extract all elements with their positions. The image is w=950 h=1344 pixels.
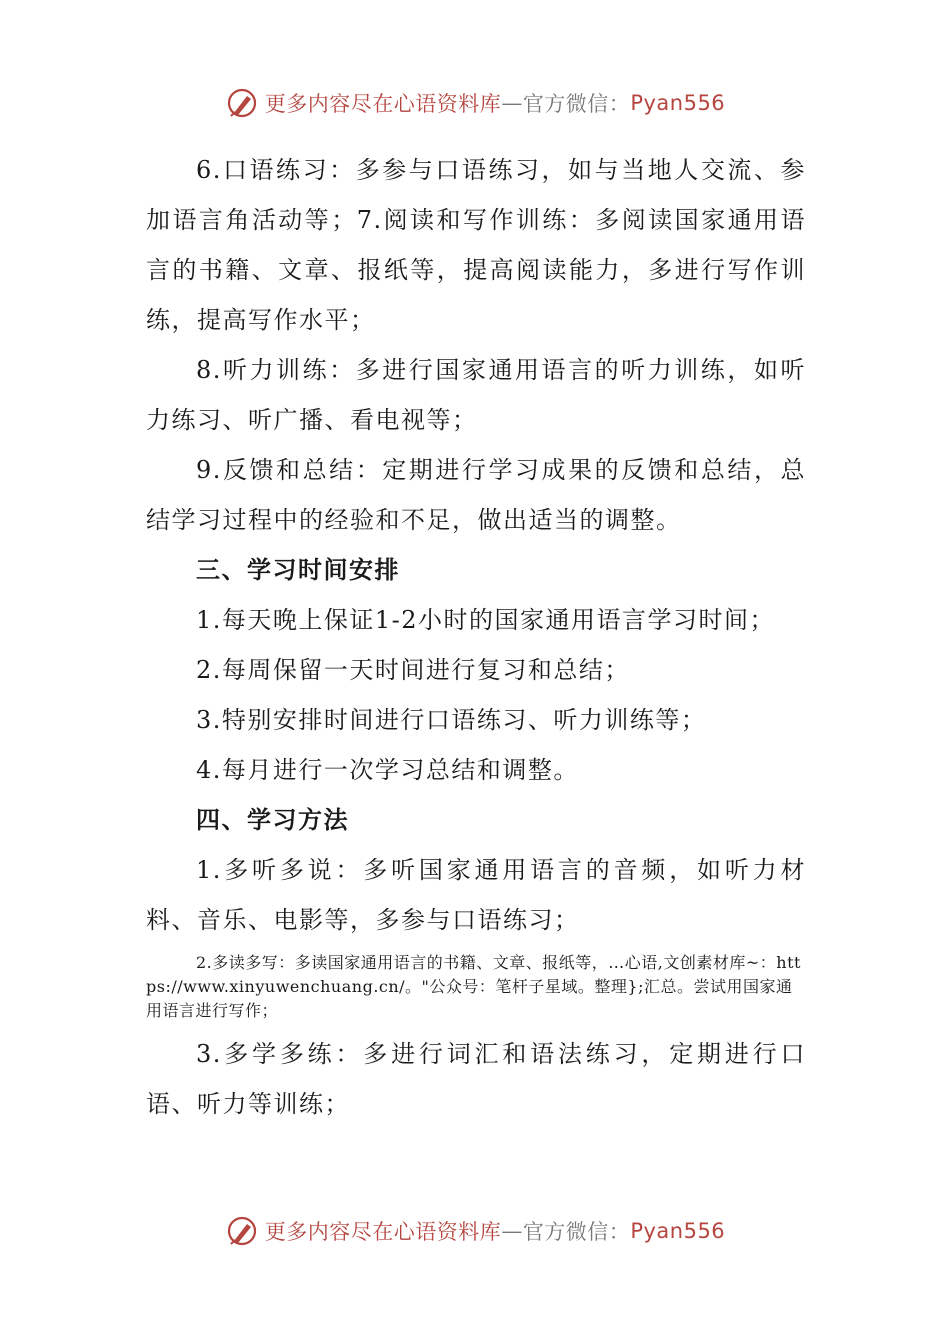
header-banner [0,80,950,126]
schedule-item-4: 4.每月进行一次学习总结和调整。 [196,756,579,784]
banner-brand-text: 更多内容尽在心语资料库 [264,92,502,116]
schedule-item-3: 3.特别安排时间进行口语练习、听力训练等； [196,706,707,734]
banner-dash: — [501,1219,523,1243]
pen-nib-circle-icon [225,1214,259,1248]
document-body [146,145,806,1129]
banner-wechat-handle: Pyan556 [630,1219,726,1243]
banner-official-label: 官方微信： [522,1220,631,1244]
schedule-item-1: 1.每天晚上保证1-2小时的国家通用语言学习时间； [196,606,776,634]
banner-brand-text: 更多内容尽在心语资料库 [264,1220,502,1244]
paragraph-oral-reading: 6.口语练习：多参与口语练习，如与当地人交流、参加语言角活动等；7.阅读和写作训练：多阅读国家通用语言的书籍、文章、报纸等，提高阅读能力，多进行写作训练，提高写作水平； [146,156,806,334]
paragraph-feedback: 9.反馈和总结：定期进行学习成果的反馈和总结，总结学习过程中的经验和不足，做出适当的调整。 [146,456,806,534]
footer-banner [0,1208,950,1254]
section-heading-methods: 四、学习方法 [196,806,349,834]
method-item-3: 3.多学多练：多进行词汇和语法练习，定期进行口语、听力等训练； [146,1040,806,1118]
method-item-1: 1.多听多说：多听国家通用语言的音频，如听力材料、音乐、电影等，多参与口语练习； [146,856,806,934]
banner-dash: — [501,91,523,115]
pen-nib-circle-icon [225,86,259,120]
banner-official-label: 官方微信： [522,92,631,116]
section-heading-schedule: 三、学习时间安排 [196,556,400,584]
method-item-2-small: 2.多读多写：多读国家通用语言的书籍、文章、报纸等，…心语,文创素材库~：https://www.xinyuwenchuang.cn/。"公众号：笔杆子星域。整理};汇总。尝试用国家通用语言进行写作； [146,953,801,1020]
banner-wechat-handle: Pyan556 [630,91,726,115]
schedule-item-2: 2.每周保留一天时间进行复习和总结； [196,656,630,684]
paragraph-listening: 8.听力训练：多进行国家通用语言的听力训练，如听力练习、听广播、看电视等； [146,356,806,434]
